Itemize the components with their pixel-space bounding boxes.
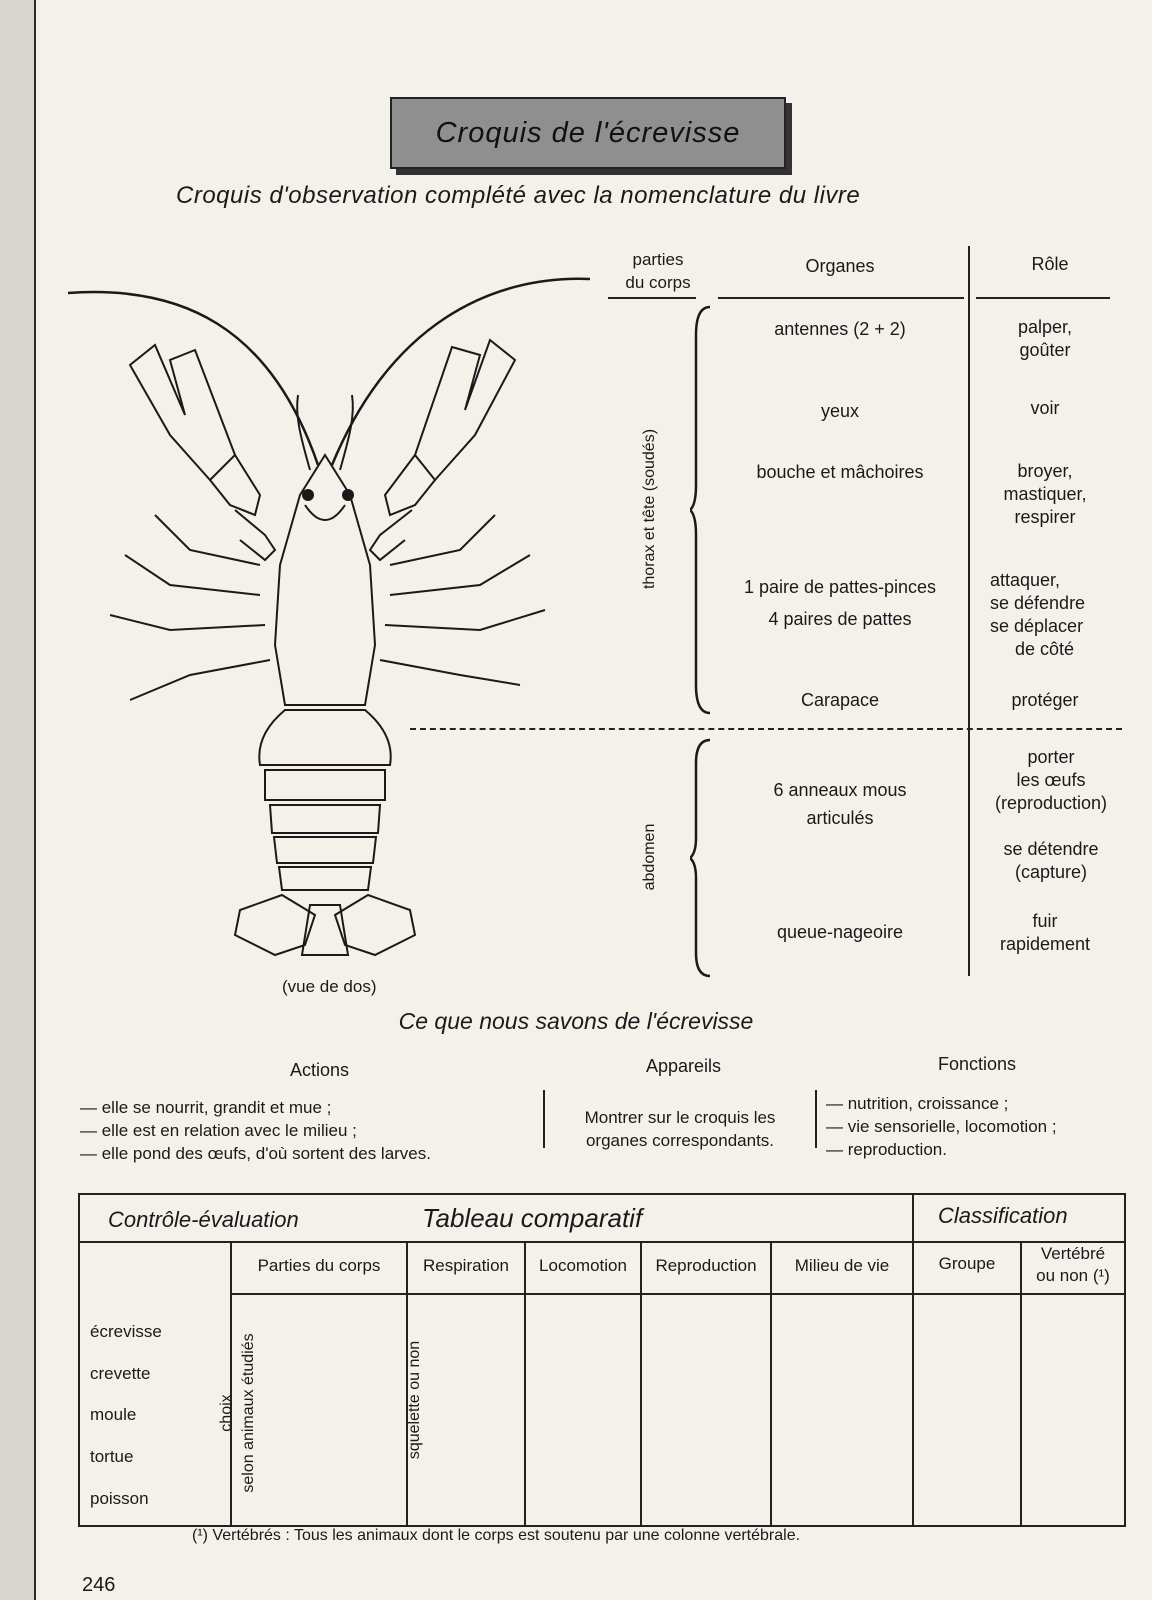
header-role: Rôle [1031, 254, 1069, 274]
side-label: choix selon animaux étudiés [218, 1333, 257, 1493]
header-parts: parties du corps [625, 250, 691, 292]
organ-cell: queue-nageoire [776, 922, 904, 942]
organ-cell: yeux [820, 401, 860, 421]
column-divider [815, 1090, 817, 1148]
actions-header: Actions [290, 1060, 350, 1080]
thorax-bracket [690, 305, 714, 715]
crayfish-sketch [60, 265, 600, 985]
organ-cell: bouche et mâchoires [756, 462, 924, 482]
footnote: (¹) Vertébrés : Tous les animaux dont le corps est soutenu par une colonne vertébrale. [192, 1527, 801, 1544]
actions-list [80, 1096, 431, 1165]
fonctions-list [826, 1092, 1057, 1161]
organ-cell: 6 anneaux mous articulés [773, 780, 907, 828]
role-cell: voir [1030, 398, 1060, 418]
page-title: Croquis de l'écrevisse [390, 97, 786, 169]
col-header: Reproduction [655, 1256, 757, 1275]
animal-row: tortue [90, 1447, 134, 1466]
evaluation-table [78, 1193, 1126, 1527]
abdomen-bracket [690, 738, 714, 978]
sketch-caption: (vue de dos) [282, 977, 377, 996]
group-abdomen-label: abdomen [641, 823, 658, 891]
role-cell: palper, goûter [1017, 317, 1073, 360]
column-divider [543, 1090, 545, 1148]
animal-row: poisson [90, 1489, 149, 1508]
animal-row: moule [90, 1405, 137, 1424]
role-cell: attaquer, se défendre se déplacer de côté [990, 570, 1086, 659]
col-header: Parties du corps [257, 1256, 381, 1275]
appareils-text: Montrer sur le croquis les organes correspondants. [584, 1108, 776, 1150]
role-cell: porter les œufs (reproduction) se détendre (capture) [994, 747, 1108, 882]
group-thorax-label: thorax et tête (soudés) [641, 428, 658, 590]
role-cell: broyer, mastiquer, respirer [1003, 461, 1087, 527]
list-item: — elle est en relation avec le milieu ; [80, 1121, 357, 1140]
header-rule [608, 297, 696, 299]
eval-title-left: Contrôle-évaluation [108, 1207, 299, 1232]
header-organs: Organes [805, 256, 875, 276]
skeleton-label: squelette ou non [406, 1340, 423, 1460]
col-header: Groupe [938, 1254, 996, 1273]
col-header: Respiration [423, 1256, 509, 1275]
role-cell: fuir rapidement [999, 911, 1091, 954]
appareils-header: Appareils [646, 1056, 722, 1076]
organ-cell: Carapace [800, 690, 880, 710]
list-item: — nutrition, croissance ; [826, 1094, 1009, 1113]
list-item: — vie sensorielle, locomotion ; [826, 1117, 1057, 1136]
list-item: — reproduction. [826, 1140, 947, 1159]
col-header: Milieu de vie [794, 1256, 890, 1275]
header-rule [976, 297, 1110, 299]
role-cell: protéger [1011, 690, 1079, 710]
thorax-abdomen-divider [410, 728, 1122, 730]
list-item: — elle se nourrit, grandit et mue ; [80, 1098, 332, 1117]
list-item: — elle pond des œufs, d'où sortent des larves. [80, 1144, 431, 1163]
col-header: Vertébré ou non (¹) [1036, 1244, 1110, 1285]
page-number: 246 [82, 1574, 116, 1596]
fonctions-header: Fonctions [938, 1054, 1017, 1074]
col-header: Locomotion [539, 1256, 627, 1275]
header-rule [718, 297, 964, 299]
animal-row: crevette [90, 1364, 151, 1383]
eval-title-mid: Tableau comparatif [422, 1203, 643, 1233]
organ-cell: 1 paire de pattes-pinces 4 paires de pattes [743, 577, 937, 629]
section2-title: Ce que nous savons de l'écrevisse [398, 1008, 754, 1034]
animal-row: écrevisse [90, 1322, 162, 1341]
page-subtitle: Croquis d'observation complété avec la nomenclature du livre [176, 182, 861, 209]
page-binding-edge [0, 0, 36, 1600]
eval-title-right: Classification [938, 1203, 1068, 1228]
organ-cell: antennes (2 + 2) [774, 319, 906, 339]
